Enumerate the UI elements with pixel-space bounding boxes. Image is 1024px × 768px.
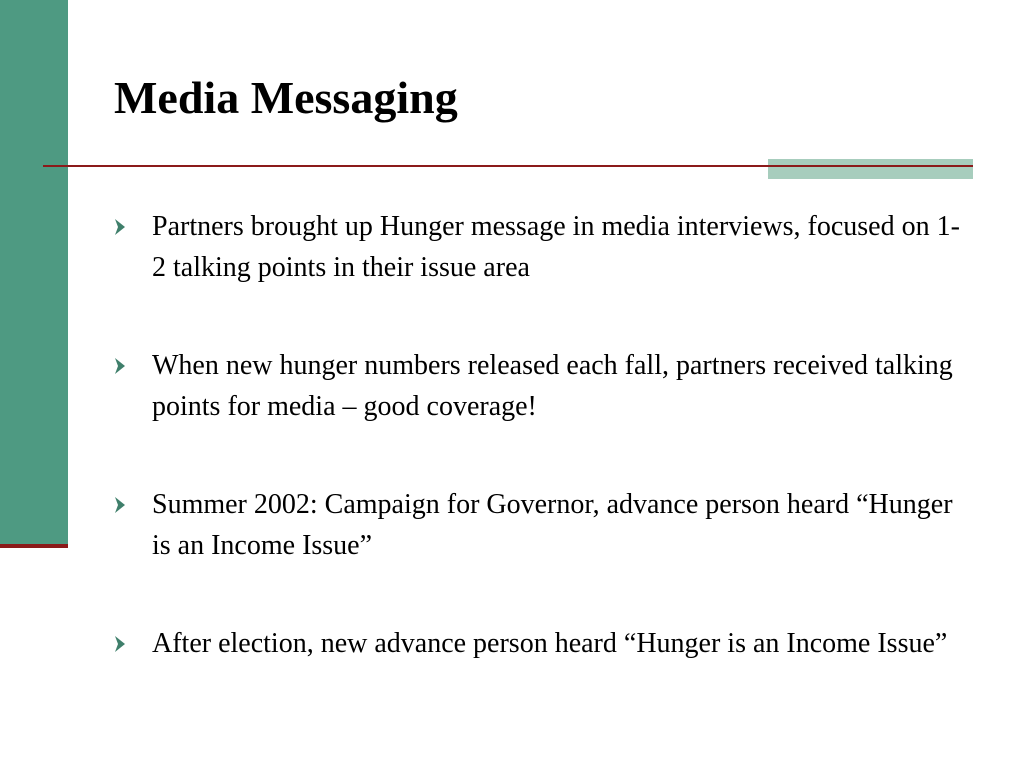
side-accent-bar xyxy=(0,0,68,545)
arrowhead-bullet-icon xyxy=(115,358,125,374)
arrowhead-bullet-icon xyxy=(115,497,125,513)
slide-title: Media Messaging xyxy=(114,72,458,123)
bullet-item xyxy=(110,345,970,427)
side-accent-underline xyxy=(0,544,68,548)
bullet-text: Partners brought up Hunger message in media interviews, focused on 1-2 talking points in their issue area xyxy=(152,211,960,283)
bullet-item xyxy=(110,623,970,664)
bullet-list xyxy=(110,206,970,721)
arrowhead-bullet-icon xyxy=(115,219,125,235)
title-accent-block xyxy=(768,159,973,179)
bullet-item xyxy=(110,484,970,566)
bullet-text: When new hunger numbers released each fall, partners received talking points for media – good coverage! xyxy=(152,350,953,422)
arrowhead-bullet-icon xyxy=(115,636,125,652)
bullet-item xyxy=(110,206,970,288)
accent-block-rule xyxy=(768,165,973,167)
bullet-text: Summer 2002: Campaign for Governor, advance person heard “Hunger is an Income Issue” xyxy=(152,489,953,561)
bullet-text: After election, new advance person heard “Hunger is an Income Issue” xyxy=(152,628,948,659)
